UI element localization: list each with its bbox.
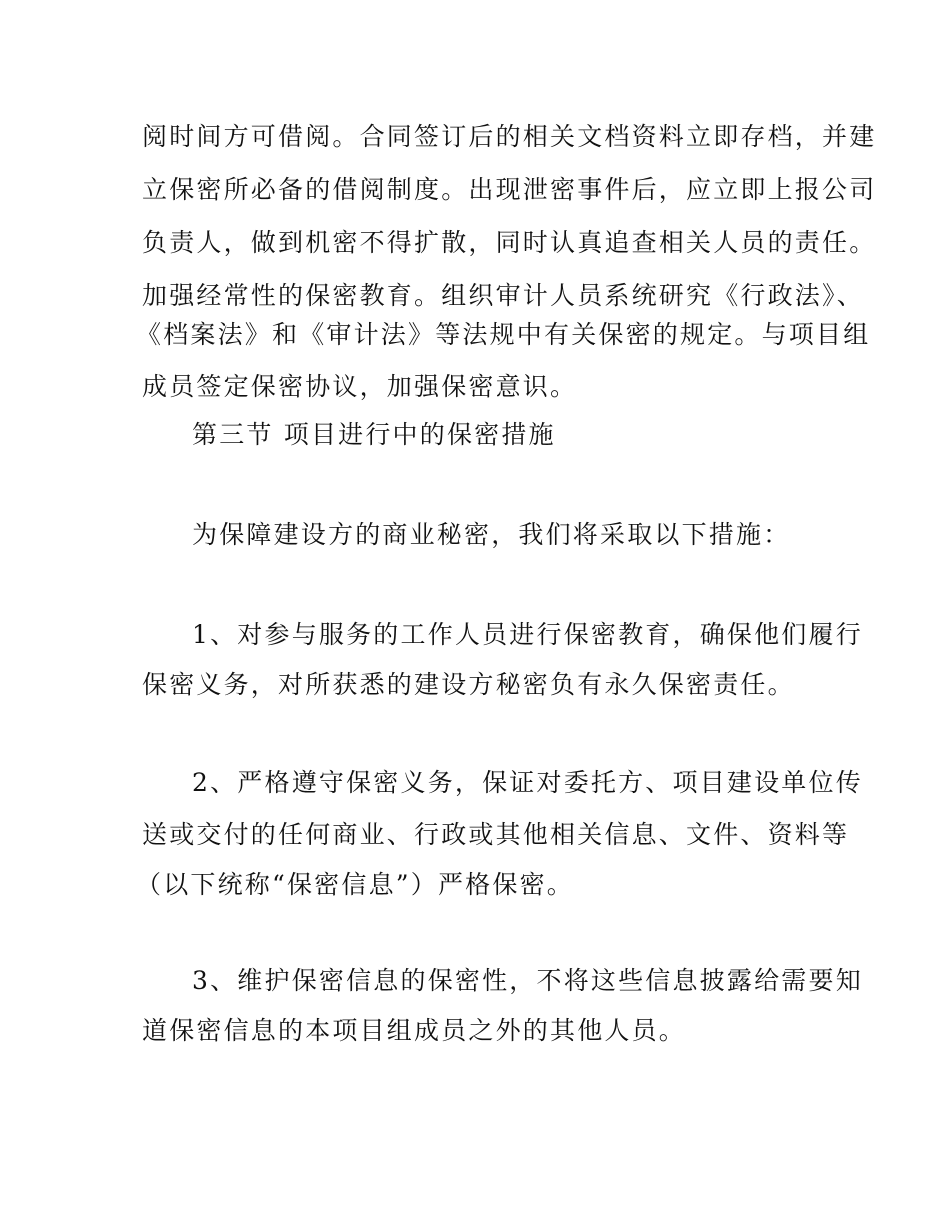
list-item-1-line: 保密义务，对所获悉的建设方秘密负有永久保密责任。 bbox=[142, 670, 795, 699]
lead-sentence: 为保障建设方的商业秘密，我们将采取以下措施： bbox=[192, 520, 791, 549]
paragraph-line: 加强经常性的保密教育。组织审计人员系统研究《行政法》、 bbox=[142, 281, 864, 310]
list-item-3-line: 3、维护保密信息的保密性，不将这些信息披露给需要知 bbox=[192, 966, 863, 995]
list-item-2-line: 2、严格遵守保密义务，保证对委托方、项目建设单位传 bbox=[192, 768, 863, 797]
list-item-2-line: 送或交付的任何商业、行政或其他相关信息、文件、资料等 bbox=[142, 820, 850, 849]
paragraph-line: 负责人，做到机密不得扩散，同时认真追查相关人员的责任。 bbox=[142, 228, 877, 257]
paragraph-line: 《档案法》和《审计法》等法规中有关保密的规定。与项目组 bbox=[136, 320, 871, 349]
list-item-1-line: 1、对参与服务的工作人员进行保密教育，确保他们履行 bbox=[192, 620, 863, 649]
paragraph-line: 成员签定保密协议，加强保密意识。 bbox=[142, 372, 578, 401]
paragraph-line: 阅时间方可借阅。合同签订后的相关文档资料立即存档，并建 bbox=[142, 122, 877, 151]
section-heading: 第三节 项目进行中的保密措施 bbox=[192, 420, 556, 449]
list-item-3-line: 道保密信息的本项目组成员之外的其他人员。 bbox=[142, 1016, 687, 1045]
paragraph-line: 立保密所必备的借阅制度。出现泄密事件后，应立即上报公司 bbox=[142, 175, 877, 204]
list-item-2-line: （以下统称“保密信息”）严格保密。 bbox=[136, 870, 574, 899]
